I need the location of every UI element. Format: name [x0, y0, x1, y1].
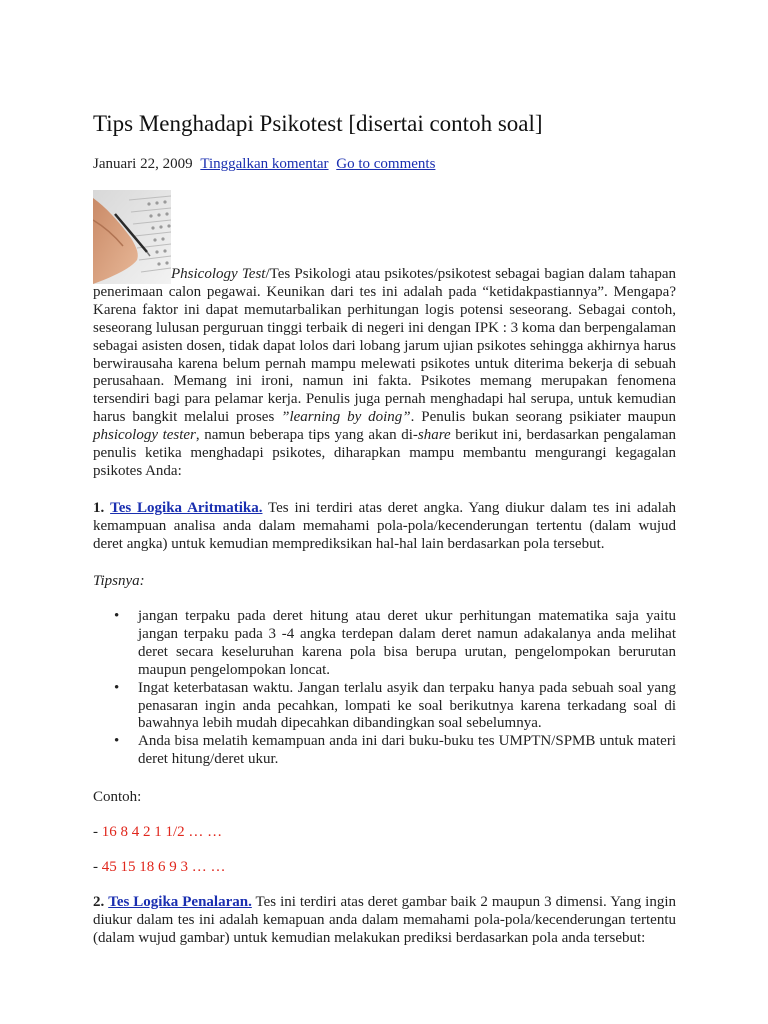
intro-paragraph [93, 266, 676, 481]
post-meta [93, 156, 435, 173]
tips-label: Tipsnya: [93, 573, 145, 589]
list-item [114, 733, 676, 769]
bullet-icon: • [114, 679, 120, 696]
intro-italic-4: share [417, 427, 451, 444]
section-1-body: Tes ini terdiri atas deret angka. Yang diukur dalam tes ini adalah kemampuan analisa anda dalam memahami pola-pola/kecenderungan tertentu (dalam wujud deret angka) untuk kemudian memprediksikan hal-hal lain berdasarkan pola tersebut. [93, 500, 677, 552]
example-sequence: 45 15 18 6 9 3 … … [101, 859, 226, 875]
section-2-heading-link[interactable]: Tes Logika Penalaran. [108, 894, 252, 910]
list-item [114, 608, 676, 680]
intro-text-4: berikut ini, berdasarkan pengalaman penulis ketika menghadapi psikotes, diharapkan mampu membantu mengurangi kegagalan psikotes Anda: [93, 427, 677, 479]
section-2-number: 2. [93, 894, 105, 910]
intro-italic-3: phsicology tester [93, 427, 196, 444]
tip-text: Anda bisa melatih kemampuan anda ini dari buku-buku tes UMPTN/SPMB untuk materi deret hitung/deret ukur. [138, 733, 676, 768]
bullet-icon: • [114, 608, 120, 624]
bullet-icon: • [114, 733, 120, 750]
intro-text-2: . Penulis bukan seorang psikiater maupun [410, 409, 676, 426]
section-1-heading-link[interactable]: Tes Logika Aritmatika. [110, 500, 263, 516]
list-item [114, 679, 676, 734]
leave-comment-link[interactable]: Tinggalkan komentar [200, 156, 329, 172]
tip-text: Ingat keterbatasan waktu. Jangan terlalu asyik dan terpaku hanya pada sebuah soal yang penasaran ingin anda pecahkan, lompati ke soal berikutnya karena terkadang soal di bawahnya lebih mudah dipecahkan dibandingkan soal sebelumnya. [138, 679, 676, 732]
intro-italic-2: ”learning by doing” [281, 409, 411, 426]
section-1-paragraph [93, 500, 676, 554]
go-to-comments-link[interactable]: Go to comments [336, 156, 436, 172]
section-2-paragraph [93, 894, 676, 948]
example-dash: - [93, 859, 102, 875]
example-1 [93, 824, 222, 841]
post-date: Januari 22, 2009 [93, 156, 193, 172]
intro-text-1: /Tes Psikologi atau psikotes/psikotest sebagai bagian dalam tahapan penerimaan calon pegawai. Keunikan dari tes ini adalah pada “ketidakpastiannya”. Mengapa? Karena faktor ini dapat memutarbalikan perhitungan logis potensi seseorang. Sebagai contoh, seseorang lulusan perguruan tinggi terbaik di negeri ini dengan IPK : 3 koma dan berpengalaman sebagai asisten dosen, tidak dapat lolos dari lobang jarum ujian psikotes sehingga akhirnya harus berwirausaha karena belum pernah mampu melewati psikotes untuk diterima bekerja di sebuah perusahaan. Memang ini ironi, namun ini fakta. Psikotes memang merupakan fenomena tersendiri bagi para pelamar kerja. Penulis juga pernah menghadapi hal serupa, untuk kemudian harus bangkit melalui proses [93, 266, 676, 426]
section-1-number: 1. [93, 500, 105, 516]
intro-text-3: , namun beberapa tips yang akan di- [195, 427, 418, 444]
page-title: Tips Menghadapi Psikotest [disertai contoh soal] [93, 111, 543, 136]
example-sequence: 16 8 4 2 1 1/2 … … [101, 824, 223, 840]
tip-text: jangan terpaku pada deret hitung atau deret ukur perhitungan matematika saja yaitu jangan terpaku pada 3 -4 angka terdepan dalam deret namun adakalanya anda melihat deret secara keseluruhan karena pola bisa berupa urutan, pengelompokan berurutan maupun pengelompokan loncat. [138, 608, 676, 678]
contoh-label: Contoh: [93, 789, 142, 805]
intro-lead-italic: Phsicology Test [171, 266, 266, 282]
example-2 [93, 859, 226, 876]
example-dash: - [93, 824, 102, 840]
section-2-body: Tes ini terdiri atas deret gambar baik 2 maupun 3 dimensi. Yang ingin diukur dalam tes ini adalah kemapuan anda dalam memahami pola-pola/kecenderungan tertentu (dalam wujud gambar) untuk kemudian melakukan prediksi berdasarkan pola anda tersebut: [93, 894, 676, 946]
tips-list [93, 608, 676, 769]
